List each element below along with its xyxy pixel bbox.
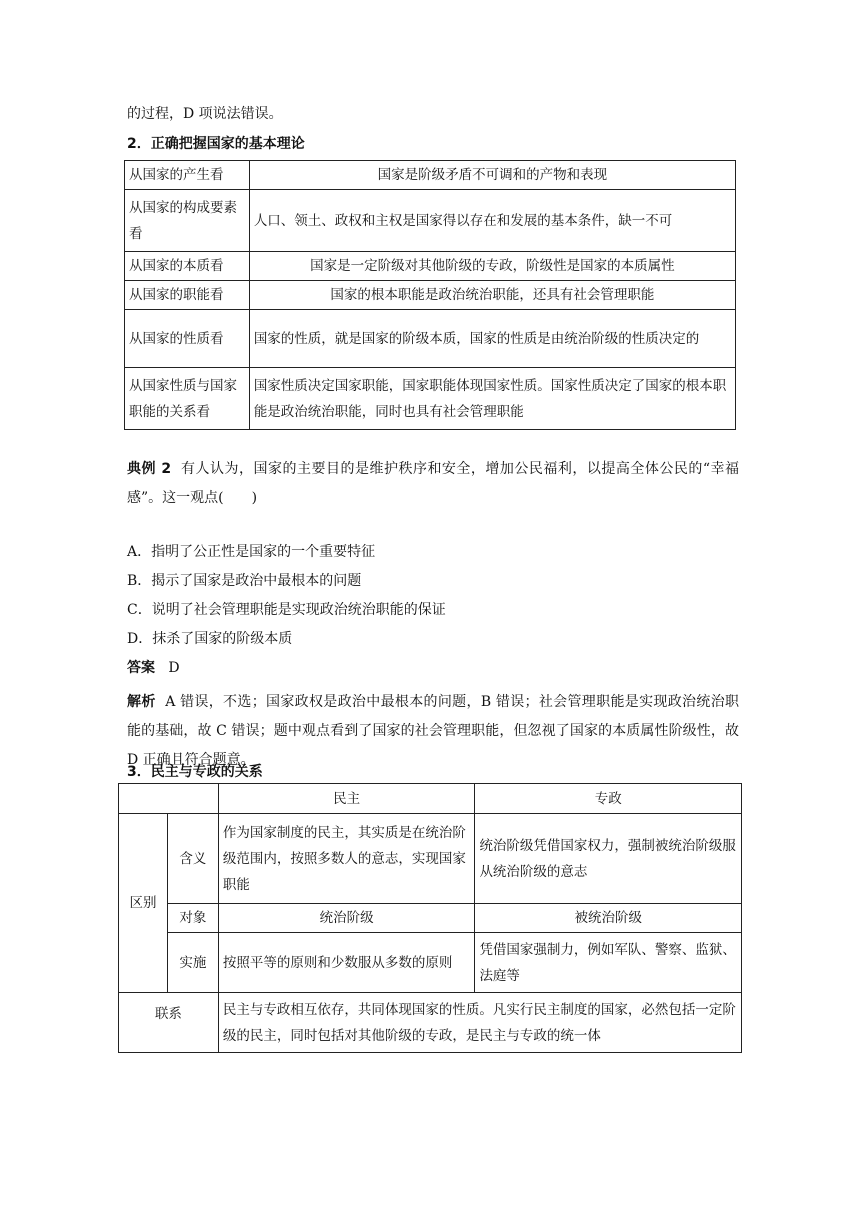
col-dictatorship: 专政 [475, 784, 742, 814]
row-label: 从国家性质与国家职能的关系看 [125, 368, 250, 430]
option-c: C．说明了社会管理职能是实现政治统治职能的保证 [127, 602, 446, 618]
implement-democracy: 按照平等的原则和少数服从多数的原则 [218, 933, 475, 993]
example-question [127, 455, 739, 513]
object-label: 对象 [167, 904, 218, 933]
table-row [125, 368, 736, 430]
table-row [125, 161, 736, 190]
table-row [119, 933, 742, 993]
answer-value: D [168, 660, 180, 676]
section-2-heading: 2．正确把握国家的基本理论 [127, 136, 305, 152]
row-text: 人口、领土、政权和主权是国家得以存在和发展的基本条件，缺一不可 [249, 190, 735, 252]
meaning-dictatorship: 统治阶级凭借国家权力，强制被统治阶级服从统治阶级的意志 [475, 814, 742, 904]
implement-label: 实施 [167, 933, 218, 993]
meaning-label: 含义 [167, 814, 218, 904]
object-democracy: 统治阶级 [218, 904, 475, 933]
answer-line [127, 658, 180, 678]
object-dictatorship: 被统治阶级 [475, 904, 742, 933]
row-label: 从国家的本质看 [125, 252, 250, 281]
table-row [125, 252, 736, 281]
analysis-label: 解析 [127, 694, 156, 710]
meaning-democracy: 作为国家制度的民主，其实质是在统治阶级范围内，按照多数人的意志，实现国家职能 [218, 814, 475, 904]
connection-text: 民主与专政相互依存，共同体现国家的性质。凡实行民主制度的国家，必然包括一定阶级的民主，同时包括对其他阶级的专政，是民主与专政的统一体 [218, 993, 741, 1053]
state-theory-table [124, 160, 736, 430]
democracy-dictatorship-table [118, 783, 742, 1053]
row-text: 国家是一定阶级对其他阶级的专政，阶级性是国家的本质属性 [249, 252, 735, 281]
table-row [119, 814, 742, 904]
table-row [125, 281, 736, 310]
row-label: 从国家的构成要素看 [125, 190, 250, 252]
implement-dictatorship: 凭借国家强制力，例如军队、警察、监狱、法庭等 [475, 933, 742, 993]
table-row [125, 190, 736, 252]
option-d: D．抹杀了国家的阶级本质 [127, 631, 293, 647]
option-a: A．指明了公正性是国家的一个重要特征 [127, 544, 376, 560]
row-label: 从国家的产生看 [125, 161, 250, 190]
row-label: 从国家的性质看 [125, 310, 250, 368]
row-text: 国家性质决定国家职能，国家职能体现国家性质。国家性质决定了国家的根本职能是政治统治职能，同时也具有社会管理职能 [249, 368, 735, 430]
analysis-text: A 错误，不选；国家政权是政治中最根本的问题，B 错误；社会管理职能是实现政治统治职能的基础，故 C 错误；题中观点看到了国家的社会管理职能，但忽视了国家的本质属性阶级性，故 D 正确且符合题意。 [127, 694, 740, 768]
table-row [119, 993, 742, 1053]
table-row [125, 310, 736, 368]
connection-label: 联系 [119, 993, 219, 1053]
row-text: 国家是阶级矛盾不可调和的产物和表现 [249, 161, 735, 190]
example-label: 典例 2 [127, 461, 172, 477]
row-text: 国家的根本职能是政治统治职能，还具有社会管理职能 [249, 281, 735, 310]
difference-label: 区别 [119, 814, 168, 993]
table-row [119, 784, 742, 814]
question-text: 有人认为，国家的主要目的是维护秩序和安全，增加公民福利，以提高全体公民的“幸福感”。这一观点( ) [127, 461, 740, 506]
continuation-line: 的过程，D 项说法错误。 [127, 106, 283, 122]
option-b: B．揭示了国家是政治中最根本的问题 [127, 573, 362, 589]
table-row [119, 904, 742, 933]
section-3-heading: 3．民主与专政的关系 [127, 764, 263, 780]
col-democracy: 民主 [218, 784, 475, 814]
answer-label: 答案 [127, 660, 155, 676]
row-label: 从国家的职能看 [125, 281, 250, 310]
row-text: 国家的性质，就是国家的阶级本质，国家的性质是由统治阶级的性质决定的 [249, 310, 735, 368]
